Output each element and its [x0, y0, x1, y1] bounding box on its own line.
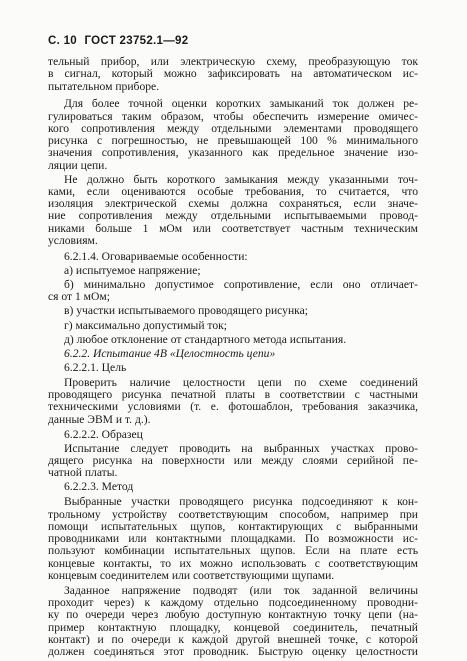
text-line: проходит через) к каждому отдельно подсоединенному проводни-	[48, 596, 418, 610]
text-line: ся от 1 мОм;	[48, 290, 110, 304]
text-line: пользуют комбинации испытательных щупов. Если на плате есть	[48, 544, 418, 558]
standard-code: ГОСТ 23752.1—92	[84, 35, 189, 47]
section-heading: 6.2.2.3. Метод	[64, 480, 134, 494]
text-line: ку по очереди через любую доступную контактную точку цепи (на-	[48, 608, 418, 622]
list-item: б) минимально допустимое сопротивление, если оно отличает-	[64, 278, 418, 291]
text-line: ние сопротивления между отдельными испытываемыми провод-	[48, 209, 418, 223]
text-line: ками, если оцениваются особые требования, то считается, что	[48, 184, 418, 198]
text-line: в сигнал, который можно зафиксировать на автоматическом ис-	[48, 67, 418, 81]
text-line: условиям.	[48, 233, 98, 247]
section-heading: 6.2.2.1. Цель	[64, 360, 127, 374]
text-line: дящего рисунка на поверхности или между слоями серийной пе-	[48, 454, 418, 467]
text-line: изоляция электрической схемы должна сохраняться, если значе-	[48, 197, 418, 211]
section-heading: 6.2.2. Испытание 4В «Целостность цепи»	[64, 346, 276, 360]
text-line: должен соединяться этот проводник. Быструю оценку целостности	[48, 645, 418, 658]
list-item: г) максимально допустимый ток;	[64, 318, 227, 332]
text-line: чатной платы.	[48, 466, 118, 480]
text-line: проводящего рисунка печатной платы в соответствии с частными	[48, 388, 418, 402]
text-line: Заданное напряжение подводят (или ток заданной величины	[64, 583, 418, 597]
list-item: в) участки испытываемого проводящего рисунка;	[64, 304, 309, 318]
text-line: никами больше 1 мОм или соответствует частным техническим	[48, 221, 418, 235]
text-line: значения сопротивления, указанного как предельное значение изо-	[48, 146, 418, 160]
text-line: тельный прибор, или электрическую схему, преобразующую ток	[48, 55, 418, 68]
text-line: данные ЭВМ и т. д.).	[48, 412, 151, 426]
text-line: рисунка с погрешностью, не превышающей 100 % минимального	[48, 134, 418, 147]
text-line: концевым соединителем или соответствующими щупами.	[48, 568, 335, 582]
text-line: проводниками или контактными площадками. По возможности ис-	[48, 532, 418, 546]
section-heading: 6.2.1.4. Оговариваемые особенности:	[64, 249, 248, 263]
text-line: Не должно быть короткого замыкания между указанными точ-	[64, 172, 418, 186]
text-line: концевые контакты, то их можно использовать с соответствующим	[48, 556, 418, 570]
page-header	[48, 35, 192, 47]
text-line: гулироваться таким образом, чтобы обеспечить измерение омичес-	[48, 109, 418, 123]
section-heading: 6.2.2.2. Образец	[64, 427, 143, 441]
text-line: помощи испытательных щупов, контактирующих с выбранными	[48, 519, 418, 533]
text-line: пример контактную площадку, концевой соединитель, печатный	[48, 620, 418, 634]
text-line: трольному устройству соответствующим способом, например при	[48, 507, 418, 521]
text-line: ляции цепи.	[48, 158, 108, 172]
text-line: Для более точной оценки коротких замыканий ток должен ре-	[64, 97, 418, 111]
list-item: а) испытуемое напряжение;	[64, 263, 201, 277]
text-line: Проверить наличие целостности цепи по схеме соединений	[64, 375, 418, 389]
text-line: техническими условиями (т. е. фотошаблон, требования заказчика,	[48, 400, 418, 414]
text-line: Испытание следует проводить на выбранных участках прово-	[64, 441, 418, 455]
text-line: Выбранные участки проводящего рисунка подсоединяют к кон-	[64, 495, 418, 509]
list-item: д) любое отклонение от стандартного метода испытания.	[64, 332, 347, 346]
text-line: пытательном приборе.	[48, 79, 160, 93]
text-line: кого сопротивления между отдельными элементами проводящего	[48, 121, 418, 135]
page-number: С. 10	[48, 35, 77, 47]
text-line: контакт) и по очереди к каждой другой внешней точке, с которой	[48, 632, 418, 646]
